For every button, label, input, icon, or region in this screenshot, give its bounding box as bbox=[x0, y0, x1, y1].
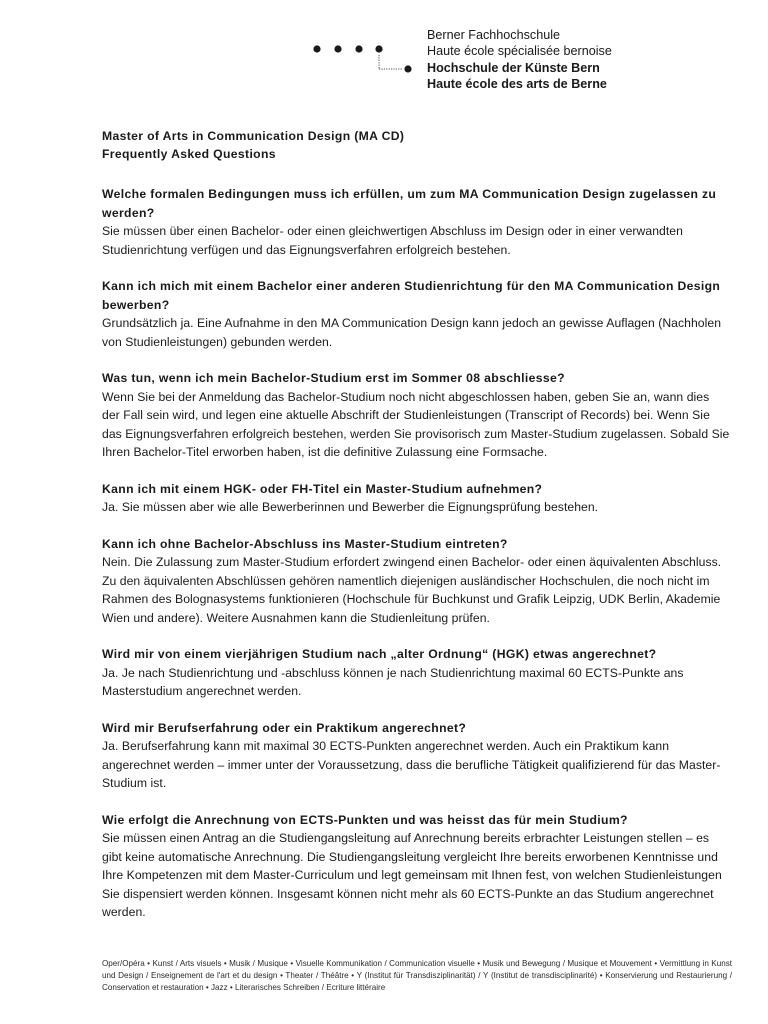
faq-answer: Grundsätzlich ja. Eine Aufnahme in den MA Communication Design kann jedoch an gewisse Auflagen (Nachholen von Studienleistungen) gebunden werden. bbox=[102, 316, 722, 349]
faq-question: Was tun, wenn ich mein Bachelor-Studium erst im Sommer 08 abschliesse? bbox=[102, 371, 565, 385]
institution-logo bbox=[312, 24, 652, 96]
faq-answer: Ja. Berufserfahrung kann mit maximal 30 ECTS-Punkten angerechnet werden. Auch ein Praktikum kann angerechnet werden – immer unter der Voraussetzung, dass die berufliche Tätigkeit qualifizierend für das Master-Studium ist. bbox=[102, 739, 721, 790]
faq-item bbox=[102, 811, 730, 922]
faq-question: Wird mir von einem vierjährigen Studium nach „alter Ordnung“ (HGK) etwas angerechnet? bbox=[102, 647, 657, 661]
faq-list bbox=[102, 185, 730, 922]
logo-line-3: Hochschule der Künste Bern bbox=[427, 60, 600, 75]
faq-answer: Nein. Die Zulassung zum Master-Studium erfordert zwingend einen Bachelor- oder einen äquivalenten Abschluss. Zu den äquivalenten Abschlüssen gehören namentlich diejenigen ausländischer Hochschulen, die noch nicht im Rahmen des Bolognasystems funktionieren (Hochschule für Buchkunst und Grafik Leipzig, UDK Berlin, Akademie Wien und andere). Weitere Ausnahmen kann die Studienleitung prüfen. bbox=[102, 555, 722, 625]
faq-question: Wie erfolgt die Anrechnung von ECTS-Punkten und was heisst das für mein Studium? bbox=[102, 812, 628, 827]
page-footer: Oper/Opéra • Kunst / Arts visuels • Musik / Musique • Visuelle Kommunikation / Communication visuelle • Musik und Bewegung / Musique et Mouvement • Vermittlung in Kunst und Design / Enseignement de l'art et du design • Theater / Théâtre • Y (Institut für Transdisziplinarität) / Y (Institut de transdisciplinarité) • Konservierung und Restaurierung / Conservation et restauration • Jazz • Literarisches Schreiben / Ecriture littéraire bbox=[102, 959, 732, 992]
document-subtitle: Frequently Asked Questions bbox=[102, 147, 276, 161]
logo-line-2: Haute école spécialisée bernoise bbox=[427, 44, 612, 59]
faq-item bbox=[102, 645, 730, 701]
logo-line-1: Berner Fachhochschule bbox=[427, 28, 561, 42]
faq-answer: Ja. Je nach Studienrichtung und -abschluss können je nach Studienrichtung maximal 60 ECTS-Punkte ans Masterstudium angerechnet werden. bbox=[102, 665, 684, 698]
logo-line-4: Haute école des arts de Berne bbox=[427, 76, 607, 91]
faq-answer: Ja. Sie müssen aber wie alle Bewerberinnen und Bewerber die Eignungsprüfung bestehen. bbox=[102, 500, 599, 514]
faq-answer: Sie müssen einen Antrag an die Studiengangsleitung auf Anrechnung bereits erbrachter Leistungen stellen – es gibt keine automatische Anrechnung. Die Studiengangsleitung vergleicht Ihre bereits erworbenen Kenntnisse und Ihre Kompetenzen mit dem Master-Curriculum und legt gemeinsam mit Ihnen fest, von welchen Studienleistungen Sie dispensiert werden können. Insgesamt können nicht mehr als 60 ECTS-Punkte an das Studium angerechnet werden. bbox=[102, 831, 722, 919]
faq-item bbox=[102, 369, 730, 462]
faq-answer: Sie müssen über einen Bachelor- oder einen gleichwertigen Abschluss im Design oder in einer verwandten Studienrichtung verfügen und das Eignungsverfahren erfolgreich bestehen. bbox=[102, 224, 683, 257]
faq-question: Kann ich mit einem HGK- oder FH-Titel ein Master-Studium aufnehmen? bbox=[102, 481, 543, 496]
faq-item bbox=[102, 535, 730, 628]
faq-question: Welche formalen Bedingungen muss ich erfüllen, um zum MA Communication Design zugelassen zu werden? bbox=[102, 187, 717, 220]
document-body bbox=[102, 127, 730, 940]
faq-question: Kann ich mich mit einem Bachelor einer anderen Studienrichtung für den MA Communication Design bewerben? bbox=[102, 279, 721, 312]
faq-question: Wird mir Berufserfahrung oder ein Praktikum angerechnet? bbox=[102, 720, 467, 735]
faq-item bbox=[102, 719, 730, 793]
logo-dots-graphic bbox=[312, 24, 422, 84]
faq-question: Kann ich ohne Bachelor-Abschluss ins Master-Studium eintreten? bbox=[102, 536, 508, 551]
faq-item bbox=[102, 185, 730, 259]
document-title: Master of Arts in Communication Design (MA CD) bbox=[102, 129, 405, 143]
faq-item bbox=[102, 480, 730, 517]
faq-answer: Wenn Sie bei der Anmeldung das Bachelor-Studium noch nicht abgeschlossen haben, geben Sie an, wann dies der Fall sein wird, und legen eine aktuelle Abschrift der Studienleistungen (Transcript of Records) bei. Wenn Sie das Eignungsverfahren erfolgreich bestehen, werden Sie provisorisch zum Master-Studium zugelassen. Sobald Sie Ihren Bachelor-Titel erworben haben, ist die definitive Zulassung eine Formsache. bbox=[102, 389, 730, 459]
logo-wordmark bbox=[427, 27, 612, 92]
faq-item bbox=[102, 277, 730, 351]
